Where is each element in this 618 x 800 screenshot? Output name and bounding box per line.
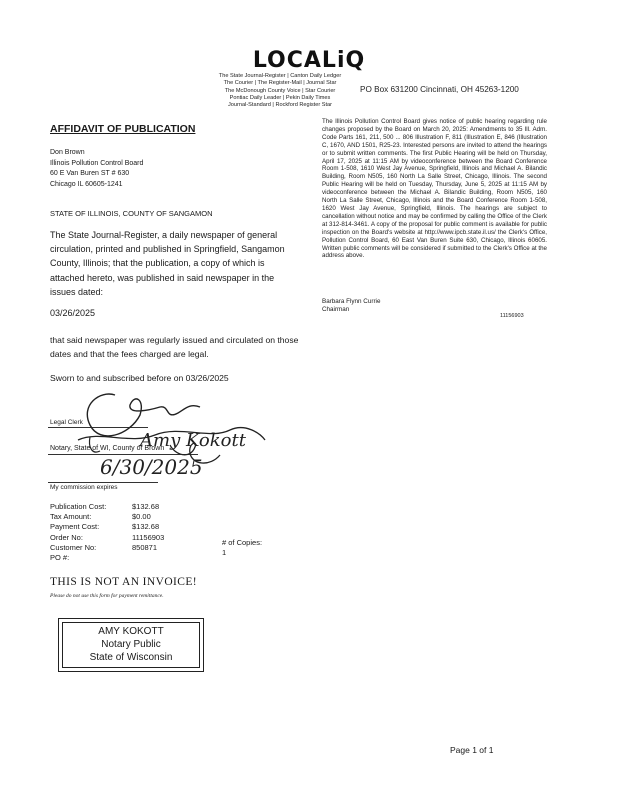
po-box-address: PO Box 631200 Cincinnati, OH 45263-1200 bbox=[360, 85, 519, 94]
stamp-name: AMY KOKOTT bbox=[98, 626, 164, 637]
fee-label: Order No: bbox=[50, 532, 83, 542]
fee-value: 11156903 bbox=[132, 532, 165, 542]
ad-number: 11156903 bbox=[500, 313, 524, 319]
fee-row bbox=[50, 553, 164, 563]
commission-label: My commission expires bbox=[50, 484, 118, 491]
fee-value: $0.00 bbox=[132, 512, 151, 522]
fee-label: Payment Cost: bbox=[50, 522, 100, 532]
state-county-line: STATE OF ILLINOIS, COUNTY OF SANGAMON bbox=[50, 209, 213, 218]
signer-title: Chairman bbox=[322, 306, 350, 313]
copies-label: # of Copies: bbox=[222, 538, 263, 547]
address-line: Illinois Pollution Control Board bbox=[50, 159, 144, 167]
fee-label: PO #: bbox=[50, 553, 70, 563]
page-number: Page 1 of 1 bbox=[450, 745, 494, 755]
fees-table bbox=[50, 502, 164, 563]
address-line: Don Brown bbox=[50, 149, 85, 156]
publication-list bbox=[190, 73, 370, 109]
sworn-statement: Sworn to and subscribed before on 03/26/2025 bbox=[50, 373, 229, 383]
legal-notice-text: The Illinois Pollution Control Board gives notice of public hearing regarding rule changes proposed by the Board on March 20, 2025: Amendments to 35 Ill. Adm. Code Parts 161, 211, 500 ... 806 Illustration F, 811 (Illustration E, 846 (Illustration C, 1670, AND 1501, R25-23. Interested persons are invited to attend the hearings or to submit written comments. The first Public Hearing will be held on Thursday, April 17, 2025 at 11:15 AM by videoconference between the Board Conference Room 1-508, 1610 West Jay Avenue, Springfield, Illinois and Michael A. Bilandic Building, Room N505, 160 North La Salle Street, Chicago, Illinois. The second Public Hearing will be held on Tuesday, Thursday, June 5, 2025 at 11:15 AM by videoconference between the Michael A. Bilandic Building, Room N505, 160 North La Salle Street, Chicago, Illinois and the Board Conference Room 1-508, 1620 West Jay Avenue, Springfield, Illinois. The hearings are subject to cancellation without notice and may be confirmed by calling the Office of the Clerk at 312-814-3461. A copy of the proposal for public comment is available for public inspection on the Board's website at http://www.ipcb.state.il.us/ the Clerk's Office, Pollution Control Board, 60 East Van Buren Suite 630, Chicago, Illinois 60605. Written public comments will be considered if submitted to the Clerk's Office at the address above. bbox=[322, 118, 547, 260]
affidavit-statement: The State Journal-Register, a daily newspaper of general circulation, printed and published in Springfield, Sangamon County, Illinois; that the publication, a copy of which is attached hereto, was published in said newspaper in the issues dated: bbox=[50, 230, 285, 297]
notary-stamp bbox=[58, 618, 204, 672]
notary-label: Notary, State of WI, County of Brown bbox=[50, 445, 165, 452]
clerk-signature-text: Amy Kokott bbox=[140, 430, 246, 451]
fee-row bbox=[50, 502, 164, 512]
commission-date-handwritten: 6/30/2025 bbox=[100, 455, 203, 479]
fee-row bbox=[50, 543, 164, 553]
fee-label: Tax Amount: bbox=[50, 512, 92, 522]
publication-line: The Courier | The Register-Mail | Journal Star bbox=[223, 80, 337, 87]
fee-value: $132.68 bbox=[132, 502, 160, 511]
not-invoice-notice: THIS IS NOT AN INVOICE! bbox=[50, 576, 197, 588]
payment-remittance-note: Please do not use this form for payment remittance. bbox=[50, 593, 164, 599]
fee-row bbox=[50, 533, 164, 543]
copies-block bbox=[222, 538, 262, 558]
publication-line: Journal-Standard | Rockford Register Star bbox=[227, 102, 333, 109]
fee-value: 850871 bbox=[132, 542, 158, 552]
notary-stamp-inner bbox=[62, 622, 200, 668]
fee-row bbox=[50, 512, 164, 522]
fee-label: Publication Cost: bbox=[50, 502, 107, 511]
legal-clerk-label: Legal Clerk bbox=[50, 419, 83, 426]
publication-line: The McDonough County Voice | Star Courier bbox=[224, 87, 336, 94]
fee-row bbox=[50, 522, 164, 532]
signer-name: Barbara Flynn Currie bbox=[322, 298, 381, 305]
localiq-logo: LOCALiQ bbox=[252, 48, 366, 73]
recipient-address bbox=[50, 148, 143, 190]
notice-signoff bbox=[322, 298, 380, 314]
stamp-title: Notary Public bbox=[101, 639, 161, 650]
copies-value: 1 bbox=[222, 548, 227, 558]
publication-line: The State Journal-Register | Canton Daily Ledger bbox=[218, 73, 342, 79]
publication-line: Pontiac Daily Leader | Pekin Daily Times bbox=[229, 94, 331, 101]
fee-label: Customer No: bbox=[50, 542, 97, 552]
issue-date: 03/26/2025 bbox=[50, 308, 96, 318]
address-line: 60 E Van Buren ST # 630 bbox=[50, 170, 130, 177]
regular-issue-statement: that said newspaper was regularly issued and circulated on those dates and that the fees charged are legal. bbox=[50, 335, 299, 359]
affidavit-title: AFFIDAVIT OF PUBLICATION bbox=[50, 123, 196, 135]
address-line: Chicago IL 60605-1241 bbox=[50, 180, 123, 188]
stamp-state: State of Wisconsin bbox=[89, 652, 173, 663]
fee-value: $132.68 bbox=[132, 522, 160, 532]
